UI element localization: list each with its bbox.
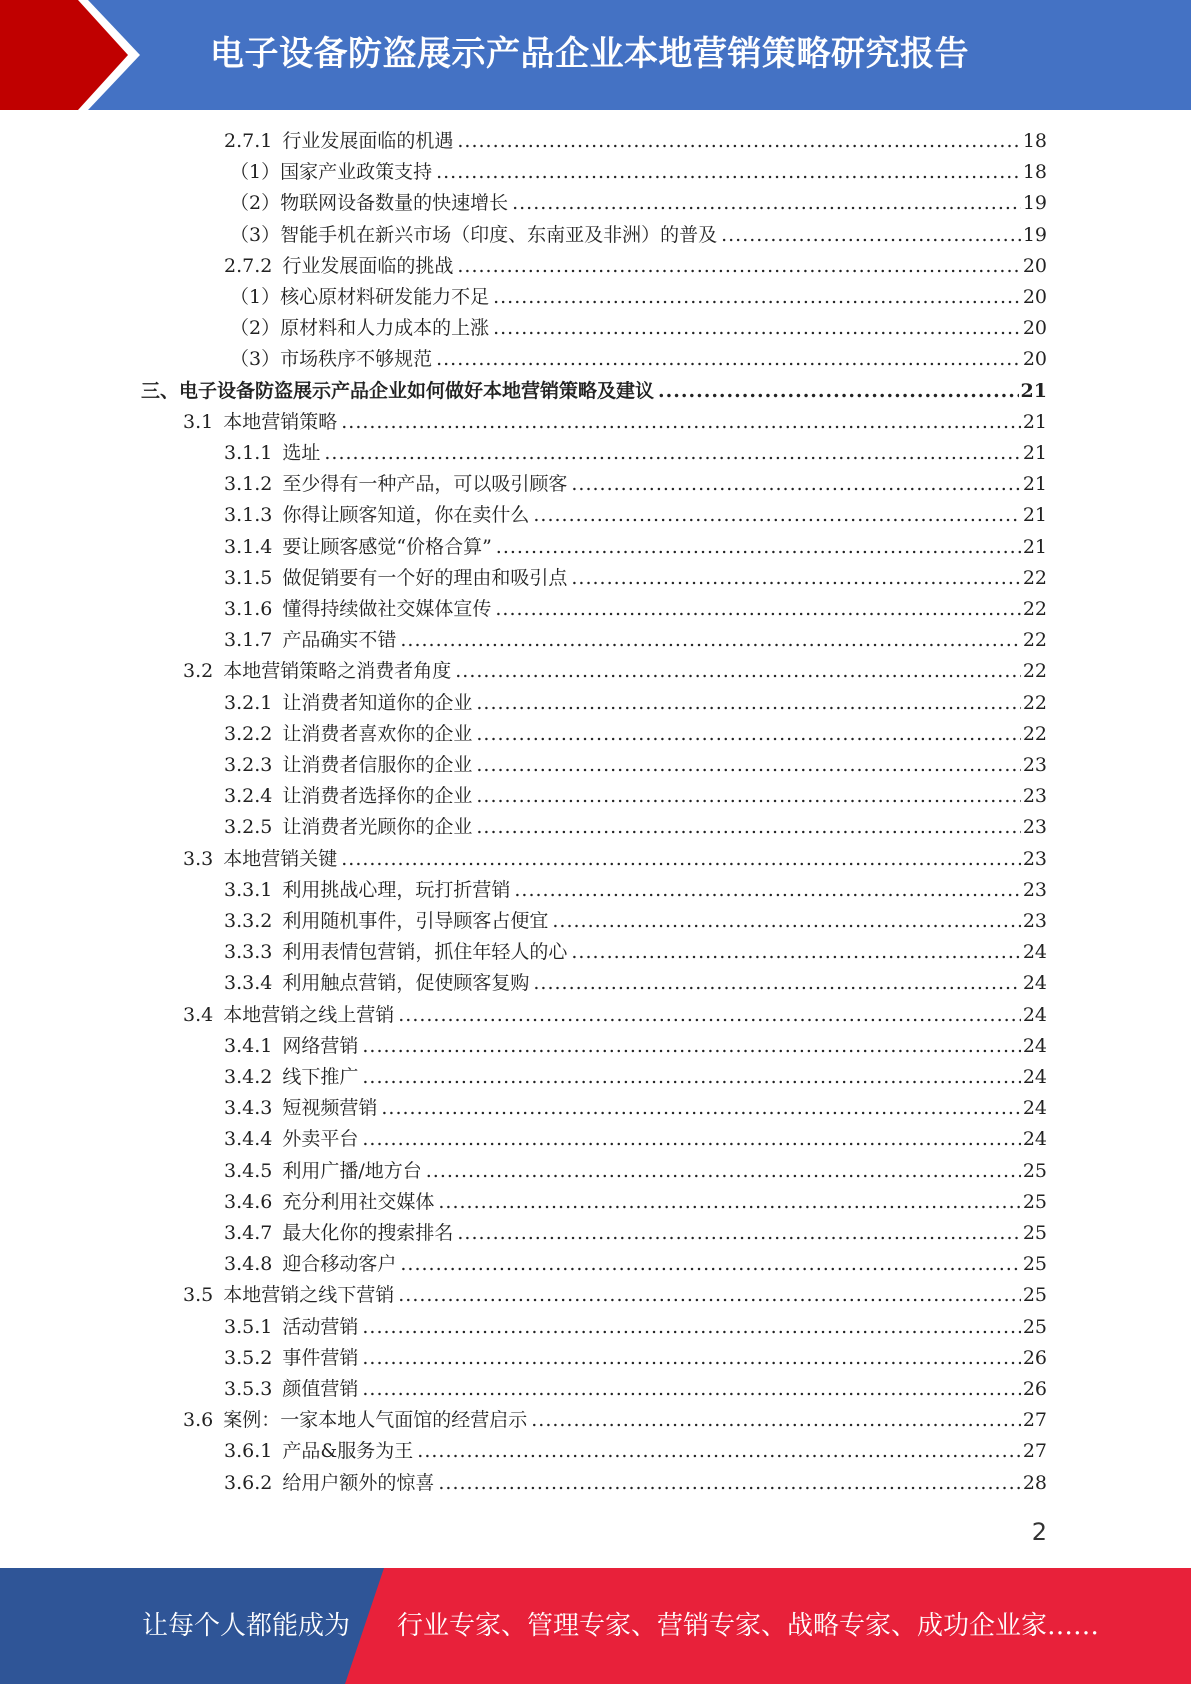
toc-entry-page: 27: [1022, 1409, 1047, 1432]
toc-entry-title: 三、电子设备防盗展示产品企业如何做好本地营销策略及建议: [141, 379, 655, 402]
toc-entry-page: 20: [1022, 254, 1047, 277]
toc-entry-number: 3.2.1: [224, 691, 273, 714]
toc-entry-page: 19: [1022, 223, 1047, 246]
toc-dot-leader: [381, 1093, 1020, 1124]
toc-dot-leader: [362, 1343, 1020, 1374]
toc-entry[interactable]: [230, 188, 1047, 219]
toc-entry-page: 25: [1022, 1253, 1047, 1276]
toc-dot-leader: [341, 844, 1021, 875]
toc-entry-page: 24: [1022, 1066, 1047, 1088]
toc-entry-page: 21: [1022, 504, 1047, 527]
toc-entry-page: 24: [1022, 1128, 1047, 1151]
toc-entry[interactable]: [224, 469, 1047, 500]
toc-entry-page: 24: [1022, 1097, 1047, 1120]
toc-entry-title: （1）核心原材料研发能力不足: [230, 286, 490, 308]
toc-entry-page: 26: [1022, 1378, 1047, 1400]
toc-entry[interactable]: [224, 1249, 1047, 1280]
toc-entry-title: 产品确实不错: [282, 629, 397, 652]
toc-entry-page: 27: [1022, 1440, 1047, 1463]
toc-entry[interactable]: [224, 781, 1047, 812]
toc-entry[interactable]: [224, 937, 1047, 968]
toc-dot-leader: [455, 656, 1021, 687]
toc-entry-page: 25: [1022, 1315, 1047, 1338]
page-footer: [0, 1568, 1191, 1684]
toc-entry-page: 24: [1022, 1003, 1047, 1026]
toc-entry[interactable]: [183, 1405, 1047, 1436]
toc-entry-title: 网络营销: [282, 1034, 359, 1057]
toc-entry-title: 至少得有一种产品，可以吸引顾客: [282, 473, 568, 496]
toc-entry-number: 3.1.6: [224, 598, 273, 620]
toc-dot-leader: [457, 126, 1020, 157]
toc-entry[interactable]: [224, 1093, 1047, 1124]
toc-entry[interactable]: [224, 625, 1047, 656]
toc-entry[interactable]: [224, 1218, 1047, 1249]
toc-entry-page: 18: [1022, 130, 1047, 152]
toc-entry-number: 3.3: [183, 847, 214, 870]
toc-entry-title: 选址: [282, 442, 321, 464]
toc-dot-leader: [658, 376, 1019, 407]
toc-entry-page: 23: [1022, 910, 1047, 932]
toc-entry-number: 3.3.3: [224, 941, 273, 964]
toc-entry[interactable]: [183, 1000, 1047, 1031]
toc-dot-leader: [571, 563, 1020, 594]
toc-entry-number: 3.2: [183, 660, 214, 683]
toc-dot-leader: [476, 812, 1020, 843]
toc-dot-leader: [438, 1468, 1020, 1499]
toc-entry[interactable]: [224, 1156, 1047, 1187]
toc-entry-number: 3.1.3: [224, 504, 273, 527]
toc-entry-title: 让消费者信服你的企业: [282, 754, 473, 776]
toc-entry-page: 25: [1022, 1284, 1047, 1307]
toc-entry-page: 23: [1022, 878, 1047, 901]
toc-entry[interactable]: [224, 1312, 1047, 1343]
toc-entry[interactable]: [224, 532, 1047, 563]
toc-entry-number: 3.5: [183, 1284, 214, 1307]
toc-entry[interactable]: [183, 844, 1047, 875]
toc-entry-title: 外卖平台: [282, 1128, 359, 1151]
toc-entry[interactable]: [224, 1436, 1047, 1467]
toc-entry-number: 3.1.2: [224, 473, 273, 496]
toc-entry-number: 3.4.6: [224, 1190, 273, 1213]
toc-entry-title: 案例：一家本地人气面馆的经营启示: [223, 1409, 528, 1432]
toc-entry-title: 本地营销之线上营销: [223, 1003, 395, 1026]
toc-dot-leader: [496, 532, 1021, 563]
toc-dot-leader: [495, 594, 1020, 625]
toc-dot-leader: [438, 1187, 1020, 1218]
toc-entry-title: 最大化你的搜索排名: [282, 1222, 454, 1244]
toc-entry[interactable]: [224, 1343, 1047, 1374]
toc-entry-number: 3.1: [183, 410, 214, 433]
toc-entry-number: 3.5.2: [224, 1346, 273, 1369]
toc-entry-title: 让消费者喜欢你的企业: [282, 722, 473, 745]
toc-entry[interactable]: [224, 251, 1047, 282]
toc-entry[interactable]: [224, 719, 1047, 750]
toc-entry-title: 行业发展面临的机遇: [282, 130, 454, 152]
toc-entry-page: 22: [1022, 598, 1047, 620]
toc-entry-title: 线下推广: [282, 1066, 359, 1088]
toc-entry-number: 3.4.8: [224, 1253, 273, 1276]
toc-entry[interactable]: [230, 220, 1047, 251]
toc-entry-title: 产品&服务为王: [282, 1440, 414, 1463]
toc-entry-page: 22: [1022, 722, 1047, 745]
toc-entry[interactable]: [224, 1468, 1047, 1499]
toc-entry-number: 3.1.5: [224, 566, 273, 589]
toc-dot-leader: [400, 625, 1020, 656]
toc-dot-leader: [476, 750, 1020, 781]
toc-dot-leader: [362, 1374, 1020, 1405]
toc-entry-number: 3.1.4: [224, 535, 273, 558]
toc-entry-title: 短视频营销: [282, 1097, 378, 1120]
toc-entry-number: 3.3.2: [224, 910, 273, 932]
toc-dot-leader: [436, 344, 1021, 375]
toc-dot-leader: [400, 1249, 1020, 1280]
toc-entry-page: 23: [1022, 785, 1047, 808]
toc-entry[interactable]: [230, 282, 1047, 313]
toc-entry[interactable]: [183, 1280, 1047, 1311]
toc-entry-number: 3.4.1: [224, 1034, 273, 1057]
toc-entry-title: 本地营销之线下营销: [223, 1284, 395, 1307]
toc-entry-title: （3）智能手机在新兴市场（印度、东南亚及非洲）的普及: [230, 223, 718, 246]
toc-entry-title: （2）物联网设备数量的快速增长: [230, 192, 509, 215]
toc-entry[interactable]: [224, 750, 1047, 781]
toc-entry[interactable]: [224, 968, 1047, 999]
toc-entry-page: 25: [1022, 1159, 1047, 1182]
toc-entry-number: 3.5.1: [224, 1315, 273, 1338]
toc-entry-page: 22: [1022, 660, 1047, 683]
toc-entry-number: 3.3.4: [224, 972, 273, 995]
toc-dot-leader: [552, 906, 1020, 937]
toc-entry-page: 25: [1022, 1190, 1047, 1213]
toc-dot-leader: [362, 1312, 1020, 1343]
toc-dot-leader: [721, 220, 1021, 251]
toc-entry-title: 迎合移动客户: [282, 1253, 397, 1276]
toc-entry-page: 23: [1022, 847, 1047, 870]
toc-entry[interactable]: [224, 594, 1047, 625]
toc-entry[interactable]: [224, 812, 1047, 843]
toc-dot-leader: [531, 1405, 1021, 1436]
toc-dot-leader: [362, 1124, 1020, 1155]
toc-entry-title: 利用随机事件，引导顾客占便宜: [282, 910, 549, 932]
toc-entry[interactable]: [224, 906, 1047, 937]
toc-dot-leader: [426, 1156, 1021, 1187]
toc-dot-leader: [493, 313, 1021, 344]
toc-entry-number: 3.6: [183, 1409, 214, 1432]
toc-dot-leader: [457, 251, 1020, 282]
toc-entry-page: 18: [1022, 161, 1047, 184]
toc-dot-leader: [493, 282, 1021, 313]
toc-entry[interactable]: [224, 688, 1047, 719]
toc-entry-title: （3）市场秩序不够规范: [230, 348, 433, 371]
toc-entry[interactable]: [141, 376, 1047, 407]
toc-entry-title: 事件营销: [282, 1346, 359, 1369]
toc-entry-page: 20: [1022, 348, 1047, 371]
toc-entry-title: 做促销要有一个好的理由和吸引点: [282, 566, 568, 589]
toc-entry-page: 22: [1022, 691, 1047, 714]
toc-entry-page: 20: [1022, 286, 1047, 308]
toc-entry-number: 3.4.5: [224, 1159, 273, 1182]
toc-entry[interactable]: [224, 126, 1047, 157]
toc-entry-title: （1）国家产业政策支持: [230, 161, 433, 184]
toc-entry-title: 要让顾客感觉“价格合算”: [282, 535, 492, 558]
toc-entry-page: 21: [1022, 442, 1047, 464]
toc-entry-title: 让消费者光顾你的企业: [282, 816, 473, 839]
toc-entry-page: 21: [1022, 410, 1047, 433]
toc-entry-page: 28: [1022, 1471, 1047, 1494]
toc-entry-page: 22: [1022, 566, 1047, 589]
toc-dot-leader: [476, 688, 1020, 719]
toc-entry-title: 利用表情包营销，抓住年轻人的心: [282, 941, 568, 964]
toc-entry-title: 颜值营销: [282, 1378, 359, 1400]
toc-dot-leader: [436, 157, 1021, 188]
toc-entry-number: 3.4: [183, 1003, 214, 1026]
toc-entry-page: 23: [1022, 754, 1047, 776]
toc-entry-title: 让消费者选择你的企业: [282, 785, 473, 808]
toc-entry-number: 3.6.2: [224, 1471, 273, 1494]
toc-entry-title: 本地营销策略之消费者角度: [223, 660, 452, 683]
toc-entry[interactable]: [224, 1124, 1047, 1155]
toc-dot-leader: [476, 781, 1020, 812]
toc-dot-leader: [398, 1280, 1021, 1311]
toc-entry[interactable]: [183, 656, 1047, 687]
toc-entry-number: 3.4.2: [224, 1066, 273, 1088]
toc-entry-number: 3.1.7: [224, 629, 273, 652]
toc-entry-number: 3.4.3: [224, 1097, 273, 1120]
toc-entry[interactable]: [224, 875, 1047, 906]
toc-entry-page: 21: [1022, 473, 1047, 496]
toc-entry[interactable]: [224, 500, 1047, 531]
footer-slogan-right: 行业专家、管理专家、营销专家、战略专家、成功企业家……: [397, 1611, 1100, 1641]
toc-entry-number: 3.1.1: [224, 442, 273, 464]
toc-entry-number: 3.2.4: [224, 785, 273, 808]
toc-entry[interactable]: [224, 1031, 1047, 1062]
toc-entry-page: 20: [1022, 317, 1047, 340]
toc-entry-number: 3.5.3: [224, 1378, 273, 1400]
toc-entry-page: 24: [1022, 1034, 1047, 1057]
toc-entry-number: 3.4.7: [224, 1222, 273, 1244]
toc-entry[interactable]: [224, 438, 1047, 469]
toc-entry-title: 利用广播/地方台: [282, 1159, 422, 1182]
toc-dot-leader: [571, 469, 1020, 500]
toc-dot-leader: [362, 1062, 1020, 1093]
toc-entry-page: 19: [1022, 192, 1047, 215]
toc-dot-leader: [533, 500, 1020, 531]
toc-entry-title: 利用触点营销，促使顾客复购: [282, 972, 530, 995]
toc-dot-leader: [324, 438, 1020, 469]
toc-dot-leader: [571, 937, 1020, 968]
toc-dot-leader: [533, 968, 1020, 999]
toc-entry-title: 本地营销关键: [223, 847, 338, 870]
toc-entry-number: 2.7.1: [224, 130, 273, 152]
toc-entry-title: （2）原材料和人力成本的上涨: [230, 317, 490, 340]
toc-entry-page: 23: [1022, 816, 1047, 839]
toc-entry-page: 24: [1022, 972, 1047, 995]
toc-entry[interactable]: [230, 157, 1047, 188]
toc-entry-title: 利用挑战心理，玩打折营销: [282, 878, 511, 901]
toc-dot-leader: [341, 407, 1021, 438]
toc-entry[interactable]: [224, 1374, 1047, 1405]
toc-entry[interactable]: [183, 407, 1047, 438]
toc-entry[interactable]: [230, 344, 1047, 375]
toc-entry-number: 3.3.1: [224, 878, 273, 901]
toc-dot-leader: [417, 1436, 1021, 1467]
toc-dot-leader: [514, 875, 1020, 906]
toc-entry[interactable]: [224, 1062, 1047, 1093]
toc-dot-leader: [398, 1000, 1021, 1031]
toc-entry-title: 行业发展面临的挑战: [282, 254, 454, 277]
toc-dot-leader: [476, 719, 1020, 750]
toc-entry-title: 活动营销: [282, 1315, 359, 1338]
toc-entry-number: 3.2.3: [224, 754, 273, 776]
toc-entry-number: 3.4.4: [224, 1128, 273, 1151]
toc-entry-page: 22: [1022, 629, 1047, 652]
toc-entry-number: 3.6.1: [224, 1440, 273, 1463]
toc-dot-leader: [512, 188, 1021, 219]
toc-entry-title: 充分利用社交媒体: [282, 1190, 435, 1213]
toc-entry-title: 懂得持续做社交媒体宣传: [282, 598, 492, 620]
toc-entry-page: 25: [1022, 1222, 1047, 1244]
toc-entry-number: 3.2.2: [224, 722, 273, 745]
toc-entry-title: 你得让顾客知道，你在卖什么: [282, 504, 530, 527]
toc-dot-leader: [362, 1031, 1020, 1062]
toc-entry-number: 3.2.5: [224, 816, 273, 839]
toc-dot-leader: [457, 1218, 1020, 1249]
toc-entry[interactable]: [224, 563, 1047, 594]
toc-entry[interactable]: [230, 313, 1047, 344]
page-number: 2: [1031, 1518, 1047, 1546]
toc-entry-page: 21: [1020, 379, 1047, 402]
toc-entry-page: 21: [1022, 535, 1047, 558]
page-header: [0, 0, 1191, 110]
toc-entry-title: 本地营销策略: [223, 410, 338, 433]
toc-entry-title: 给用户额外的惊喜: [282, 1471, 435, 1494]
toc-entry-number: 2.7.2: [224, 254, 273, 277]
toc-entry-page: 24: [1022, 941, 1047, 964]
report-title: 电子设备防盗展示产品企业本地营销策略研究报告: [210, 34, 969, 74]
toc-entry-page: 26: [1022, 1346, 1047, 1369]
footer-slogan-left: 让每个人都能成为: [142, 1611, 351, 1641]
toc-entry[interactable]: [224, 1187, 1047, 1218]
toc-entry-title: 让消费者知道你的企业: [282, 691, 473, 714]
